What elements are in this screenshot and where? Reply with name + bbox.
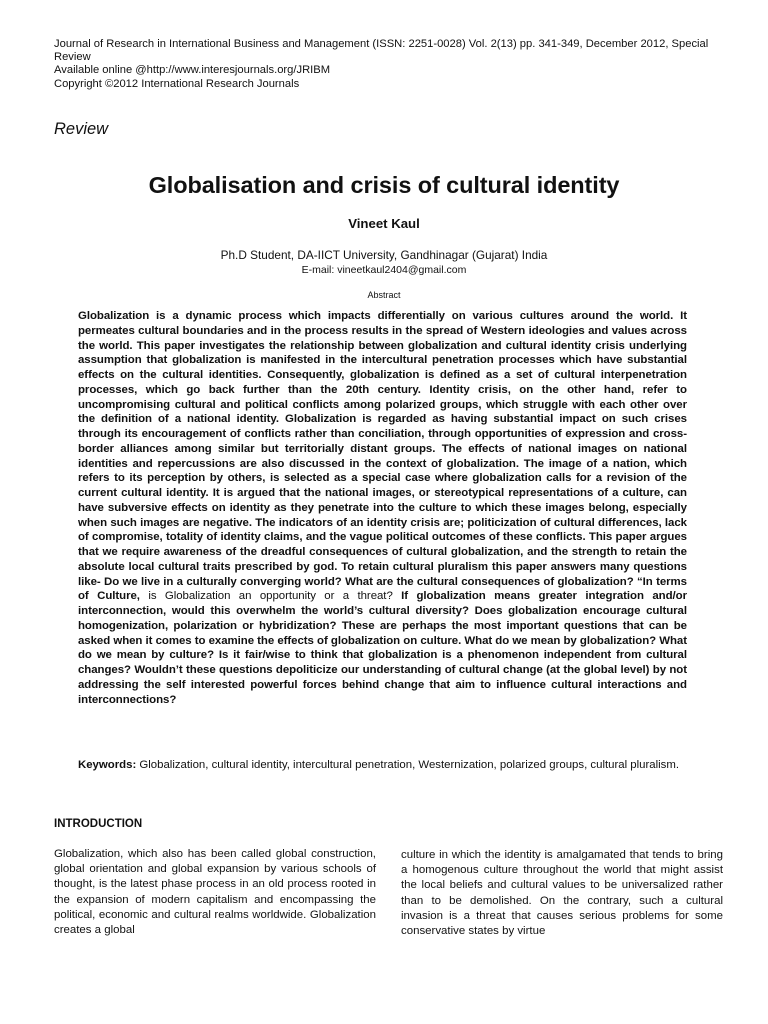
- abstract-part-1: Globalization is a dynamic process which impacts differentially on various cultures around the world. It permeates cultural boundaries and in the process results in the spread of Western ideologies and values across the world. This paper investigates the relationship between globalization and cultural identity crisis underlying assumption that globalization is manifested in the intercultural penetration processes which have substantial effects on the cultural identities. Consequently, globalization is defined as a set of cultural interpenetration processes, which go back further than the 20th century. Identity crisis, on the other hand, refer to uncompromising cultural and political conflicts among polarized groups, which struggle with each other over the definition of a national identity. Globalization is regarded as having substantial impact on such crises through its encouragement of conflicts rather than conciliation, through opportunities of expression and cross-border alliances among similar but territorially distant groups. The effects of national images on national identities and repercussions are also discussed in the context of globalization. The image of a nation, which refers to its perception by others, is selected as a special case where globalization calls for a revision of the current cultural identity. It is argued that the national images, or stereotypical representations of a culture, can have subversive effects on identity as they penetrate into the culture to which these images belong, especially when such images are negative. The indicators of an identity crisis are; politicization of cultural differences, lack of compromise, totality of identity claims, and the vague political outcomes of these conflicts. This paper argues that we require awareness of the dreadful consequences of cultural globalization, and the strength to retain the absolute local cultural traits prescribed by god. To retain cultural pluralism this paper answers many questions like- Do we live in a culturally converging world? What are the cultural consequences of globalization? “In terms of Culture,: [78, 310, 687, 603]
- introduction-left-column: Globalization, which also has been called global construction, global orientation and global expansion by various schools of thought, is the latest phase process in an old process rooted in the expansion of modern capitalism and encompassing the political, economic and cultural realms worldwide. Globalization creates a global: [54, 848, 376, 937]
- abstract-part-3: If globalization means greater integration and/or interconnection, would this overwhelm the world’s cultural diversity? Does globalization encourage cultural homogenization, polarization or hybridization? These are perhaps the most important questions that can be asked when it comes to examine the effects of globalization on culture. What do we mean by globalization? What do we mean by culture? Is it fair/wise to think that globalization is a phenomenon independent from cultural changes? Wouldn’t these questions depoliticize our understanding of cultural change (at the global level) by not addressing the self interested powerful forces behind change that aim to influence cultural interactions and interconnections?: [78, 590, 687, 706]
- abstract-heading: Abstract: [367, 290, 401, 300]
- introduction-right-column: culture in which the identity is amalgamated that tends to bring a homogenous culture throughout the world that might assist the local beliefs and cultural values to be universalized rather than to be demolished. On the contrary, such a cultural invasion is a threat that causes serious problems for some conservative states by virtue: [401, 849, 723, 938]
- keywords-label: Keywords:: [78, 759, 137, 771]
- journal-header: [54, 38, 730, 91]
- author-email: E-mail: vineetkaul2404@gmail.com: [301, 264, 467, 276]
- author-affiliation: Ph.D Student, DA-IICT University, Gandhinagar (Gujarat) India: [220, 248, 548, 262]
- abstract-text: [78, 309, 687, 707]
- journal-copyright: Copyright ©2012 International Research Journals: [54, 77, 300, 90]
- keywords-text: Globalization, cultural identity, intercultural penetration, Westernization, polarized groups, cultural pluralism.: [136, 759, 680, 771]
- journal-availability: Available online @http://www.interesjournals.org/JRIBM: [54, 64, 331, 77]
- keywords: [78, 758, 687, 773]
- abstract-part-2: is Globalization an opportunity or a threat?: [139, 590, 402, 603]
- author-name: Vineet Kaul: [348, 216, 420, 231]
- paper-title: Globalisation and crisis of cultural identity: [148, 172, 620, 198]
- article-type-label: Review: [54, 120, 109, 138]
- introduction-heading: INTRODUCTION: [54, 818, 143, 830]
- journal-citation: Journal of Research in International Business and Management (ISSN: 2251-0028) Vol. 2(13) pp. 341-349, December 2012, Special Review: [54, 38, 709, 64]
